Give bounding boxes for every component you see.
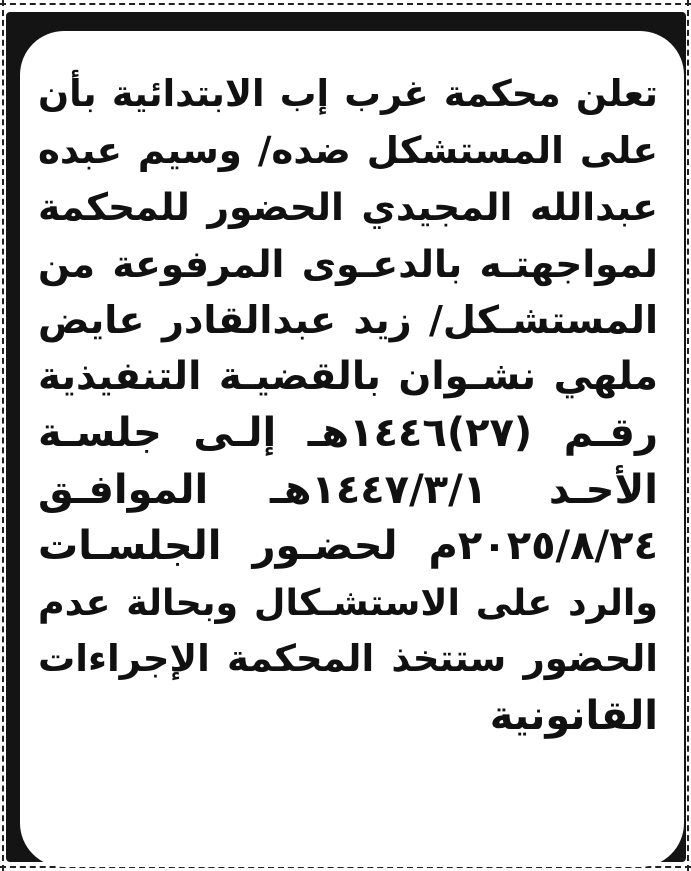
notice-line: على المستشكل ضده/ وسيم عبده xyxy=(38,128,658,172)
notice-line: تعلن محكمة غرب إب الابتدائية بأن xyxy=(38,72,658,115)
notice-line: والرد على الاستشـكال وبحالة عدم xyxy=(38,580,658,624)
notice-line: ٢٠٢٥/٨/٢٤م لحضـور الجلسـات xyxy=(38,523,658,569)
dashed-border-top xyxy=(0,3,691,5)
notice-line: عبدالله المجيدي الحضور للمحكمة xyxy=(38,185,658,229)
notice-line: لمواجهتـه بالدعـوى المرفوعة من xyxy=(38,241,658,286)
dashed-border-left xyxy=(2,0,4,871)
notice-text xyxy=(38,66,658,744)
notice-line: القانونية xyxy=(489,692,658,739)
notice-line: ملهي نشـوان بالقضيـة التنفيذية xyxy=(38,353,658,399)
dashed-border-right xyxy=(687,0,689,871)
notice-line: المستشـكل/ زيد عبدالقادر عايض xyxy=(38,298,658,342)
notice-line: الحضور ستتخذ المحكمة الإجراءات xyxy=(38,637,658,680)
notice-line: رقـم (٢٧)١٤٤٦هـ إلـى جلسـة xyxy=(38,410,659,456)
notice-line: الأحـد ١٤٤٧/٣/١هـ الموافـق xyxy=(38,466,658,513)
